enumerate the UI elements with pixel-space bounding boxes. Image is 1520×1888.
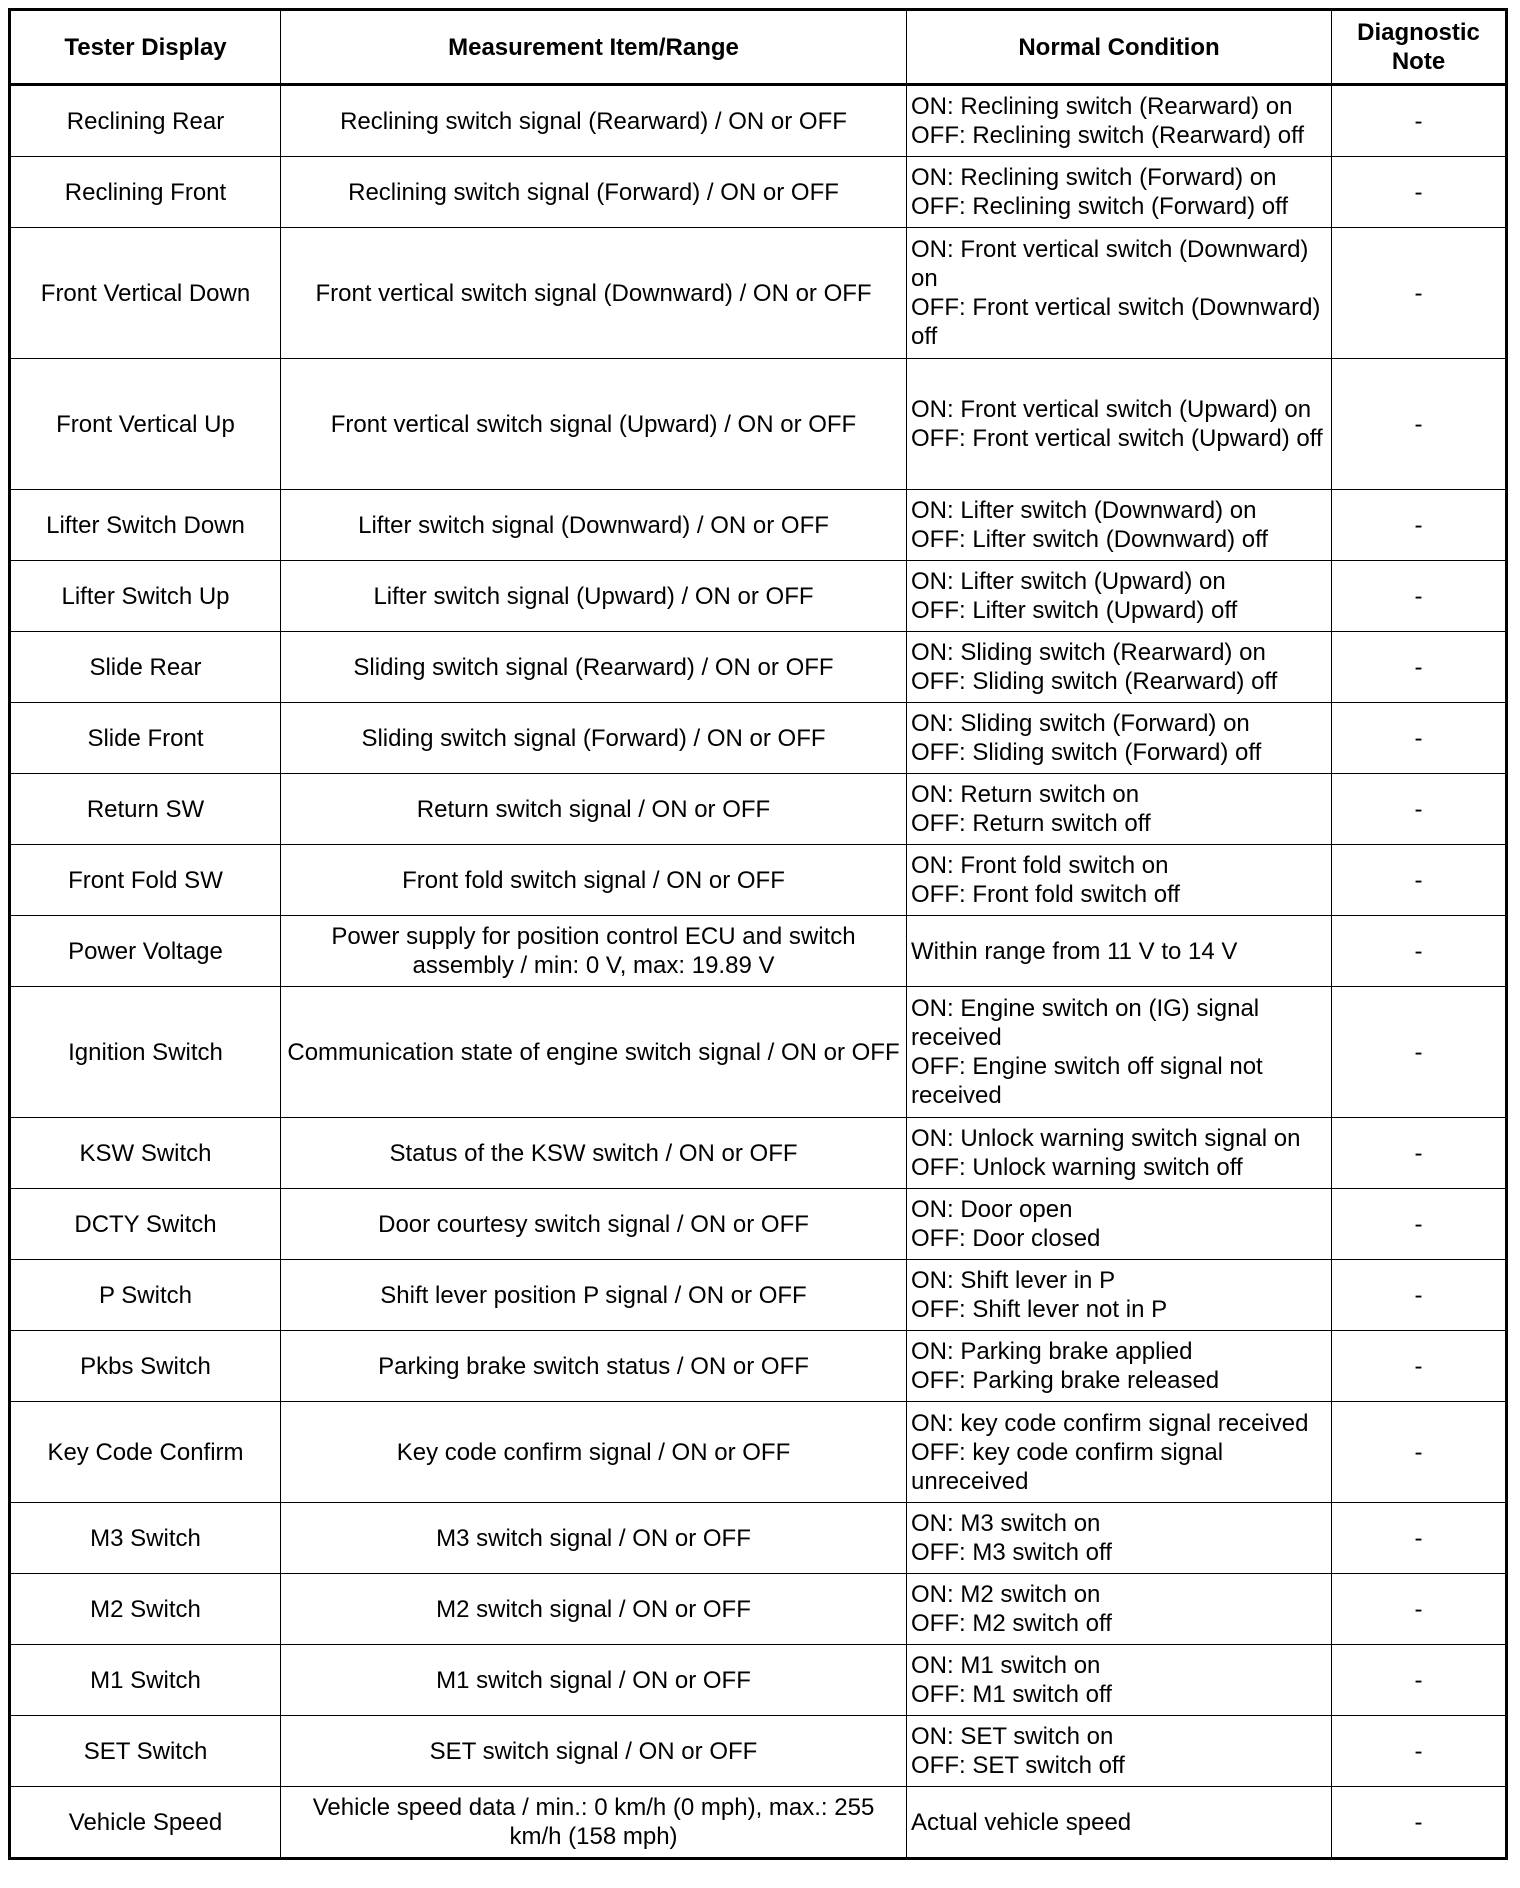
cell-tester: Lifter Switch Down (10, 490, 281, 561)
cell-note: - (1332, 490, 1507, 561)
cell-note: - (1332, 1118, 1507, 1189)
cell-tester: Return SW (10, 774, 281, 845)
cell-note: - (1332, 1331, 1507, 1402)
cell-measurement: Front vertical switch signal (Upward) / ON or OFF (281, 359, 907, 490)
cell-note: - (1332, 1645, 1507, 1716)
cell-tester: DCTY Switch (10, 1189, 281, 1260)
cell-measurement: Lifter switch signal (Downward) / ON or OFF (281, 490, 907, 561)
cell-note: - (1332, 1574, 1507, 1645)
cell-measurement: Status of the KSW switch / ON or OFF (281, 1118, 907, 1189)
cell-tester: SET Switch (10, 1716, 281, 1787)
data-list-table (8, 8, 1508, 1860)
table-row (10, 1189, 1507, 1260)
cell-note: - (1332, 1402, 1507, 1503)
cell-measurement: Power supply for position control ECU and switch assembly / min: 0 V, max: 19.89 V (281, 916, 907, 987)
cell-condition: ON: Reclining switch (Forward) on OFF: Reclining switch (Forward) off (907, 157, 1332, 228)
table-row (10, 1645, 1507, 1716)
header-row (10, 10, 1507, 85)
table-row (10, 561, 1507, 632)
cell-note: - (1332, 228, 1507, 359)
cell-note: - (1332, 632, 1507, 703)
cell-note: - (1332, 987, 1507, 1118)
cell-tester: Vehicle Speed (10, 1787, 281, 1859)
cell-tester: M1 Switch (10, 1645, 281, 1716)
table-row (10, 987, 1507, 1118)
cell-measurement: M1 switch signal / ON or OFF (281, 1645, 907, 1716)
table-row (10, 632, 1507, 703)
table-row (10, 85, 1507, 157)
table-row (10, 1118, 1507, 1189)
cell-tester: KSW Switch (10, 1118, 281, 1189)
cell-condition: ON: Lifter switch (Downward) on OFF: Lifter switch (Downward) off (907, 490, 1332, 561)
cell-measurement: Parking brake switch status / ON or OFF (281, 1331, 907, 1402)
cell-measurement: Sliding switch signal (Forward) / ON or OFF (281, 703, 907, 774)
table-row (10, 916, 1507, 987)
cell-measurement: Shift lever position P signal / ON or OFF (281, 1260, 907, 1331)
cell-measurement: Communication state of engine switch signal / ON or OFF (281, 987, 907, 1118)
cell-tester: Reclining Rear (10, 85, 281, 157)
cell-measurement: Reclining switch signal (Rearward) / ON or OFF (281, 85, 907, 157)
cell-measurement: Lifter switch signal (Upward) / ON or OFF (281, 561, 907, 632)
cell-condition: ON: Unlock warning switch signal on OFF: Unlock warning switch off (907, 1118, 1332, 1189)
cell-condition: ON: Front vertical switch (Upward) on OFF: Front vertical switch (Upward) off (907, 359, 1332, 490)
cell-note: - (1332, 561, 1507, 632)
cell-tester: Lifter Switch Up (10, 561, 281, 632)
cell-condition: ON: Front fold switch on OFF: Front fold switch off (907, 845, 1332, 916)
cell-condition: ON: Sliding switch (Forward) on OFF: Sliding switch (Forward) off (907, 703, 1332, 774)
cell-tester: Slide Front (10, 703, 281, 774)
table-row (10, 1716, 1507, 1787)
cell-tester: Reclining Front (10, 157, 281, 228)
table-row (10, 490, 1507, 561)
table-row (10, 1331, 1507, 1402)
cell-tester: Power Voltage (10, 916, 281, 987)
cell-condition: ON: Engine switch on (IG) signal received OFF: Engine switch off signal not received (907, 987, 1332, 1118)
cell-condition: ON: Return switch on OFF: Return switch off (907, 774, 1332, 845)
cell-condition: ON: Parking brake applied OFF: Parking brake released (907, 1331, 1332, 1402)
cell-condition: ON: M3 switch on OFF: M3 switch off (907, 1503, 1332, 1574)
cell-condition: Within range from 11 V to 14 V (907, 916, 1332, 987)
header-diagnostic-note: Diagnostic Note (1332, 10, 1507, 85)
cell-condition: ON: Reclining switch (Rearward) on OFF: Reclining switch (Rearward) off (907, 85, 1332, 157)
cell-note: - (1332, 916, 1507, 987)
table-row (10, 359, 1507, 490)
cell-note: - (1332, 845, 1507, 916)
cell-note: - (1332, 1716, 1507, 1787)
cell-note: - (1332, 1260, 1507, 1331)
cell-condition: Actual vehicle speed (907, 1787, 1332, 1859)
table-row (10, 845, 1507, 916)
table-row (10, 1260, 1507, 1331)
cell-measurement: Door courtesy switch signal / ON or OFF (281, 1189, 907, 1260)
table-row (10, 1503, 1507, 1574)
table-row (10, 1787, 1507, 1859)
cell-note: - (1332, 774, 1507, 845)
cell-tester: Key Code Confirm (10, 1402, 281, 1503)
cell-condition: ON: Sliding switch (Rearward) on OFF: Sliding switch (Rearward) off (907, 632, 1332, 703)
table-row (10, 157, 1507, 228)
cell-measurement: M2 switch signal / ON or OFF (281, 1574, 907, 1645)
cell-measurement: Front vertical switch signal (Downward) / ON or OFF (281, 228, 907, 359)
cell-condition: ON: Front vertical switch (Downward) on OFF: Front vertical switch (Downward) off (907, 228, 1332, 359)
cell-tester: Front Vertical Up (10, 359, 281, 490)
cell-measurement: SET switch signal / ON or OFF (281, 1716, 907, 1787)
table-row (10, 1574, 1507, 1645)
cell-condition: ON: Door open OFF: Door closed (907, 1189, 1332, 1260)
header-measurement: Measurement Item/Range (281, 10, 907, 85)
header-normal-condition: Normal Condition (907, 10, 1332, 85)
header-tester-display: Tester Display (10, 10, 281, 85)
cell-note: - (1332, 1189, 1507, 1260)
cell-measurement: M3 switch signal / ON or OFF (281, 1503, 907, 1574)
cell-condition: ON: SET switch on OFF: SET switch off (907, 1716, 1332, 1787)
cell-note: - (1332, 1787, 1507, 1859)
cell-condition: ON: Shift lever in P OFF: Shift lever not in P (907, 1260, 1332, 1331)
cell-note: - (1332, 703, 1507, 774)
cell-tester: Pkbs Switch (10, 1331, 281, 1402)
cell-condition: ON: key code confirm signal received OFF: key code confirm signal unreceived (907, 1402, 1332, 1503)
cell-note: - (1332, 85, 1507, 157)
cell-tester: Slide Rear (10, 632, 281, 703)
cell-condition: ON: M2 switch on OFF: M2 switch off (907, 1574, 1332, 1645)
cell-measurement: Reclining switch signal (Forward) / ON or OFF (281, 157, 907, 228)
cell-note: - (1332, 359, 1507, 490)
cell-condition: ON: Lifter switch (Upward) on OFF: Lifter switch (Upward) off (907, 561, 1332, 632)
cell-tester: Ignition Switch (10, 987, 281, 1118)
table-row (10, 1402, 1507, 1503)
cell-measurement: Front fold switch signal / ON or OFF (281, 845, 907, 916)
cell-tester: Front Fold SW (10, 845, 281, 916)
cell-measurement: Key code confirm signal / ON or OFF (281, 1402, 907, 1503)
cell-measurement: Sliding switch signal (Rearward) / ON or OFF (281, 632, 907, 703)
cell-tester: M2 Switch (10, 1574, 281, 1645)
cell-measurement: Vehicle speed data / min.: 0 km/h (0 mph), max.: 255 km/h (158 mph) (281, 1787, 907, 1859)
cell-tester: P Switch (10, 1260, 281, 1331)
cell-tester: M3 Switch (10, 1503, 281, 1574)
cell-measurement: Return switch signal / ON or OFF (281, 774, 907, 845)
cell-tester: Front Vertical Down (10, 228, 281, 359)
table-row (10, 703, 1507, 774)
cell-condition: ON: M1 switch on OFF: M1 switch off (907, 1645, 1332, 1716)
cell-note: - (1332, 157, 1507, 228)
table-row (10, 228, 1507, 359)
cell-note: - (1332, 1503, 1507, 1574)
table-row (10, 774, 1507, 845)
